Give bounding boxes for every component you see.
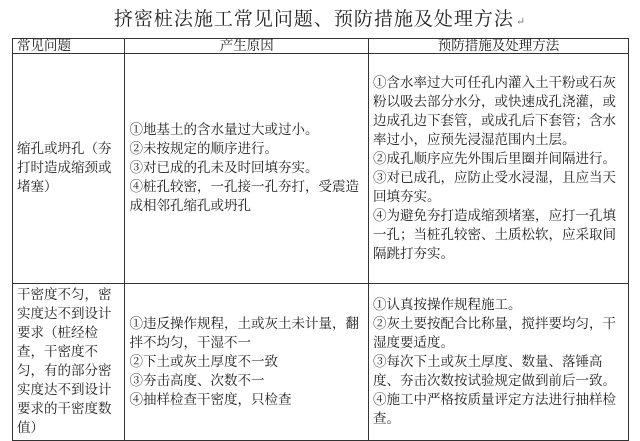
page-title xyxy=(0,4,640,31)
measure-item: ①认真按操作规程施工。 xyxy=(372,296,522,313)
measure-item: ②灰土要按配合比称量，搅拌要均匀，干湿度要适度。 xyxy=(372,315,616,351)
problem-cell: 干密度不匀，密实度达不到设计要求（桩经检查，干密度不匀，有的部分密实度达不到设计要求的干密度数值） xyxy=(13,284,125,441)
cause-item: ①地基土的含水量过大或过小。 xyxy=(129,122,319,138)
measures-cell xyxy=(368,54,628,284)
measure-item: ③对已成孔，应防止受水浸湿，且应当天回填夯实。 xyxy=(372,169,616,205)
cause-item: ②下土或灰土厚度不一致 xyxy=(129,353,278,370)
header-cause: 产生原因 xyxy=(125,39,369,54)
return-mark-icon: ↵ xyxy=(515,15,527,28)
header-measures: 预防措施及处理方法 xyxy=(368,39,628,54)
measure-item: ③每次下土或灰土厚度、数量、落锤高度、夯击次数按试验规定做到前后一致。 xyxy=(372,353,616,389)
measure-item: ②成孔顺序应先外围后里圈并间隔进行。 xyxy=(372,150,616,167)
cause-item: ①违反操作规程，土或灰土未计量，翻拌不均匀，干湿不一 xyxy=(129,315,359,351)
table-header-row xyxy=(13,39,629,54)
measure-item: ④为避免夯打造成缩颈堵塞，应打一孔填一孔；当桩孔较密、土质松软，应采取间隔跳打夯实。 xyxy=(372,207,616,262)
cause-item: ③对已成的孔未及时回填夯实。 xyxy=(129,160,319,176)
problems-table xyxy=(12,38,629,441)
cause-item: ④抽样检查干密度，只检查 xyxy=(129,391,292,408)
problem-cell: 缩孔或坍孔（夯打时造成缩颈或堵塞） xyxy=(13,54,125,284)
title-text: 挤密桩法施工常见问题、预防措施及处理方法 xyxy=(113,8,514,30)
cause-item: ③夯击高度、次数不一 xyxy=(129,372,265,389)
measures-cell xyxy=(368,284,628,441)
cause-cell xyxy=(125,54,369,284)
table-row xyxy=(13,284,629,441)
measure-item: ①含水率过大可任孔内灌入土干粉或石灰粉以吸去部分水分，或快速成孔浇灌，或边成孔边下套管，或成孔后下套管；含水率过小，应预先浸湿范围内土层。 xyxy=(372,74,616,148)
table-row xyxy=(13,54,629,284)
measure-item: ④施工中严格按质量评定方法进行抽样检查。 xyxy=(372,391,616,427)
cause-cell xyxy=(125,284,369,441)
cause-item: ④桩孔较密，一孔接一孔夯打，受震造成相邻孔缩孔或坍孔 xyxy=(129,179,359,214)
header-problem: 常见问题 xyxy=(13,39,125,54)
cause-item: ②未按规定的顺序进行。 xyxy=(129,141,278,157)
